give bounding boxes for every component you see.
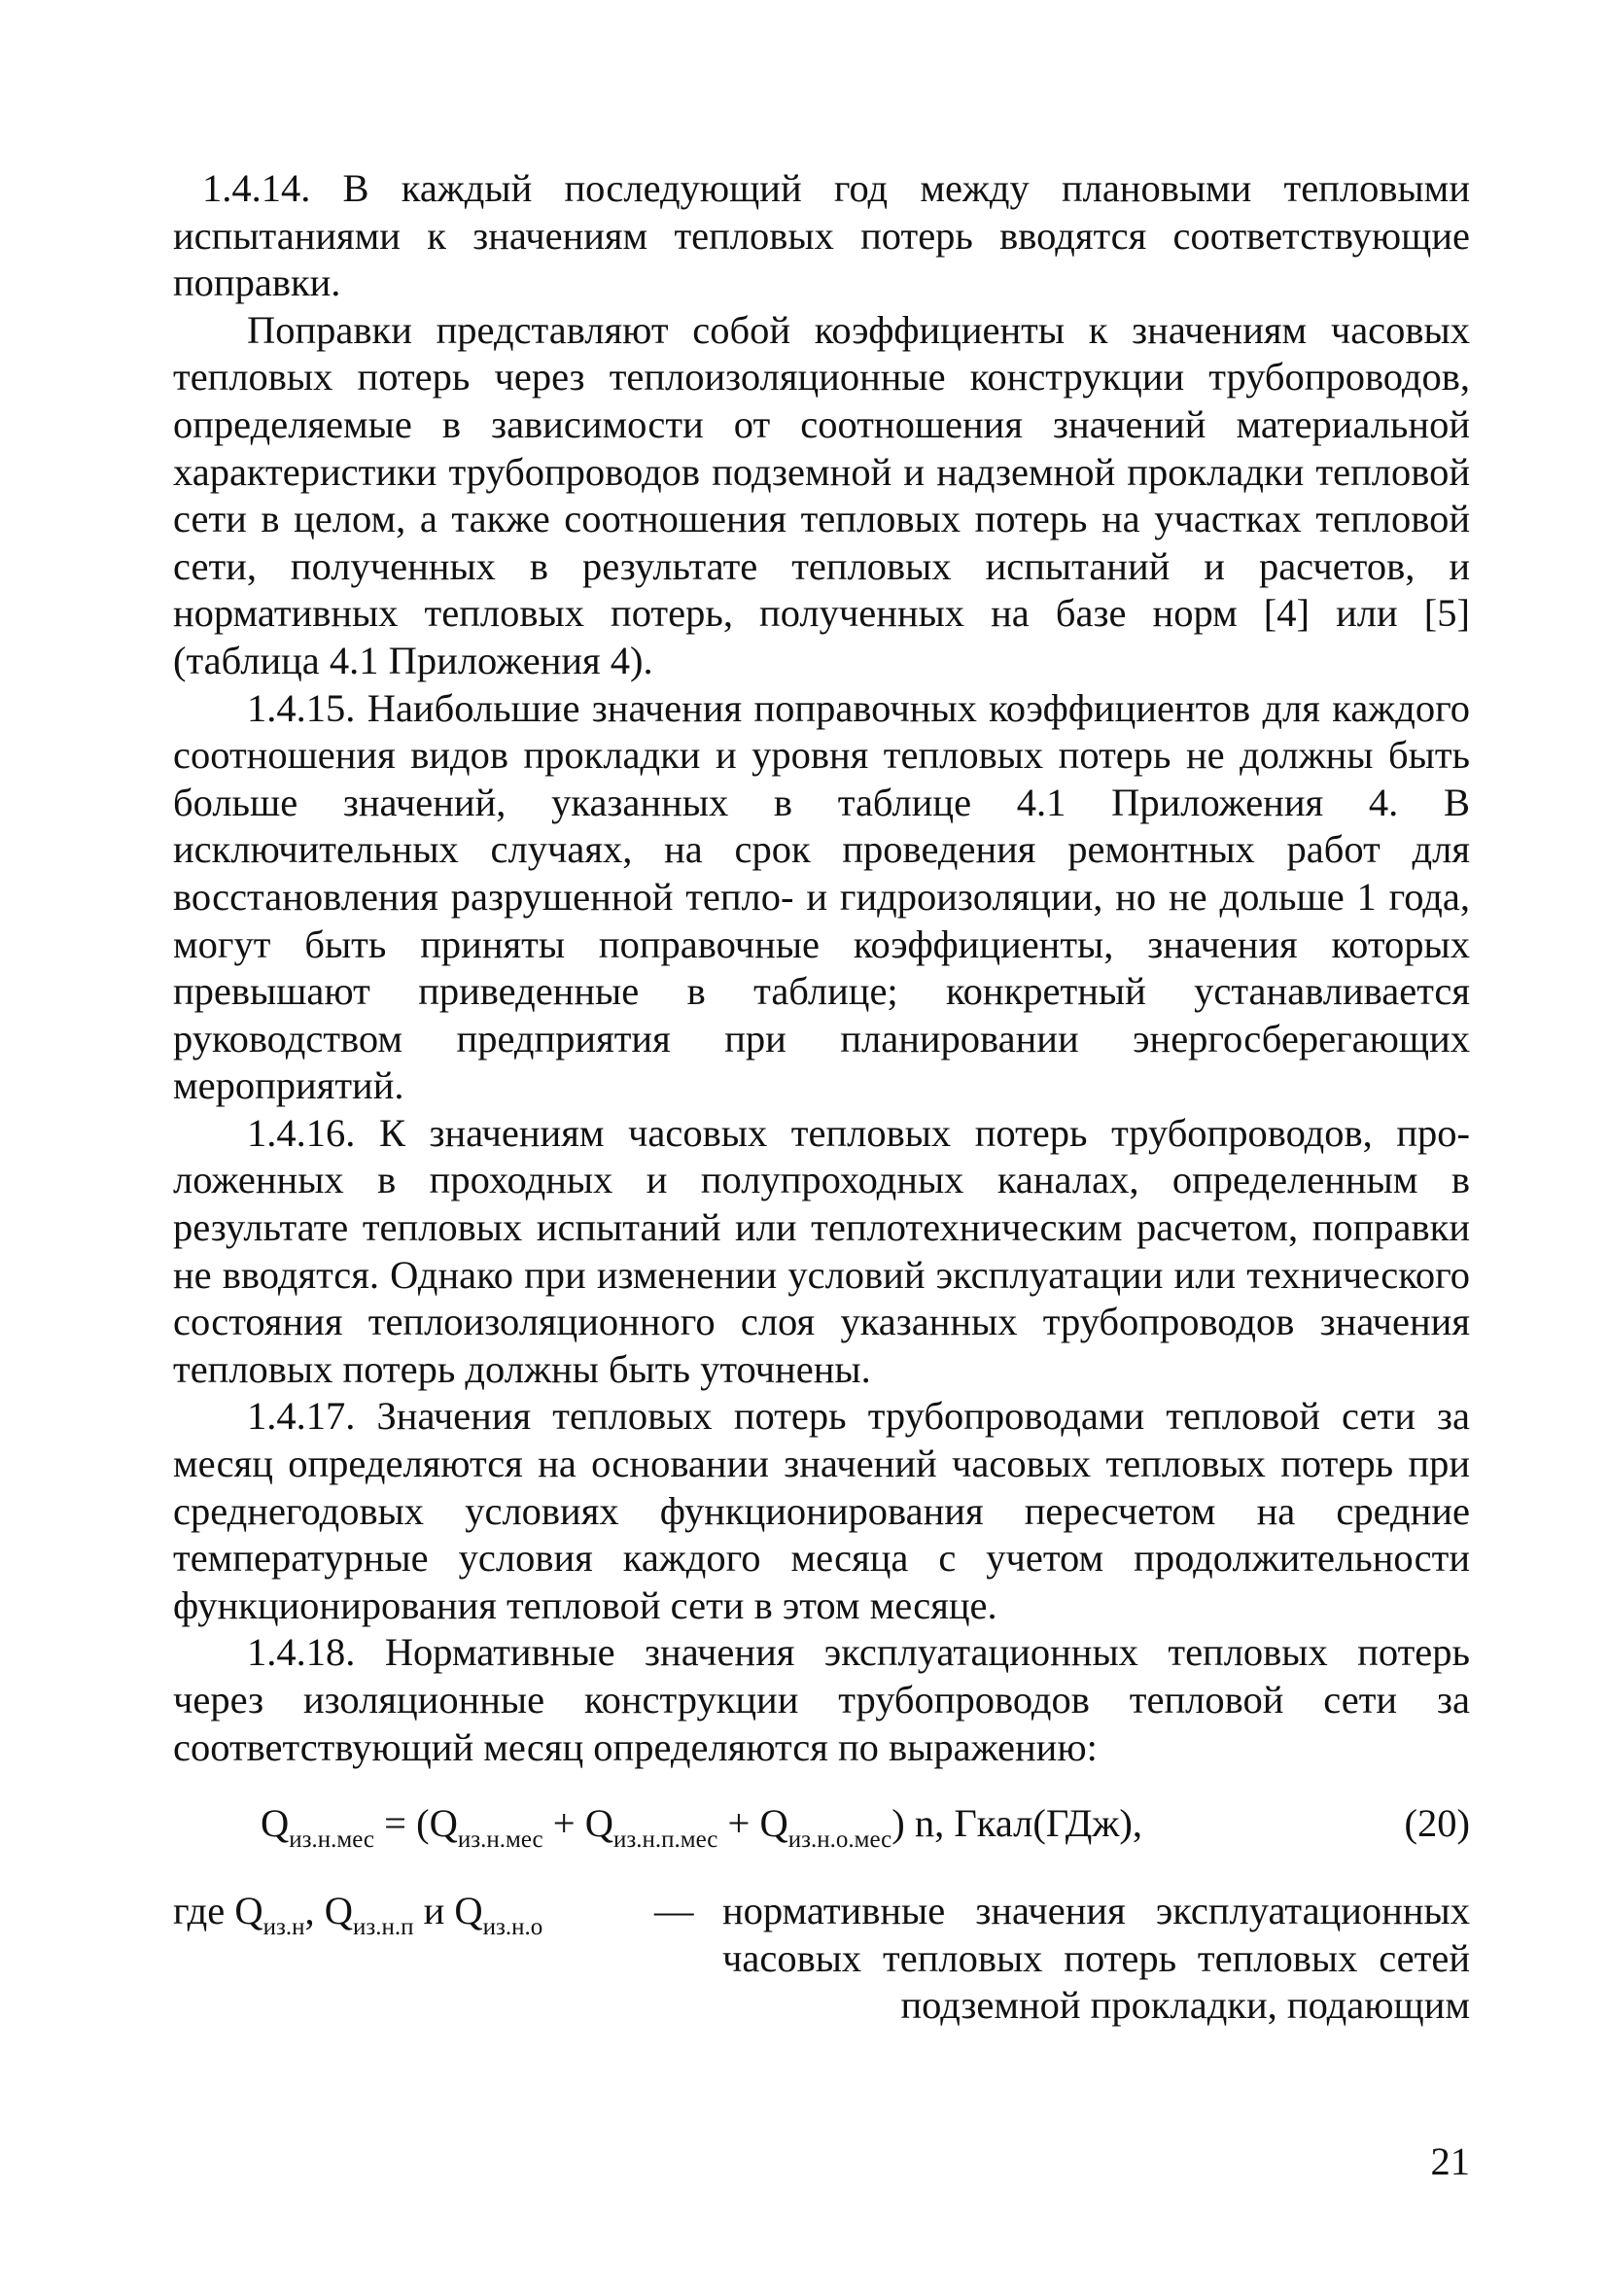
where-subscript-3: из.н.о [482,1914,543,1941]
formula-expression [261,1800,1142,1854]
formula-term2-subscript: из.н.п.мес [612,1826,718,1854]
where-symbol-1: Q [234,1889,263,1933]
paragraph-1-4-14: 1.4.14. В каждый последующий год между плановыми тепловыми испытаниями к значениям тепловых потерь вводятся соответствующие поправки. [173,166,1470,305]
paragraph-corrections-definition: Поправки представляют собой коэффициенты к значениям часовых тепловых потерь через теплоизоляционные конструкции трубопроводов, определяемые в зависимости от соотношения значений материальной характеристики трубопроводов подземной и надземной прокладки тепловой сети в целом, а также соотношения тепловых потерь на участках тепловой сети, полученных в результате тепловых испытаний и расчетов, и нормативных тепловых потерь, полученных на базе норм [4] или [5] (таблица 4.1 Приложения 4). [173,307,1470,682]
formula-plus-2: + [717,1801,760,1846]
paragraph-1-4-15: 1.4.15. Наибольшие значения поправочных коэффициентов для каждого соотношения видов прокладки и уровня тепловых потерь не должны быть больше значений, указанных в таблице 4.1 Приложения 4. В исключительных случаях, на срок проведения ремонтных работ для восстановления разрушенной тепло- и гидроизоляции, но не дольше 1 года, могут быть приняты поправочные коэффициенты, значения которых превышают приведенные в таблице; конкретный устанавливается руководством предприятия при планировании энергосберегающих мероприятий. [173,685,1470,1108]
formula-term3-symbol: Q [759,1801,788,1846]
where-subscript-1: из.н [262,1914,305,1941]
paragraph-1-4-18: 1.4.18. Нормативные значения эксплуатационных тепловых потерь через изоляционные конструкции трубопроводов тепловой сети за соответствующий месяц определяются по выражению: [173,1630,1470,1769]
where-symbols [173,1888,543,1941]
where-word: где [173,1889,226,1933]
formula-equals: = ( [374,1801,430,1846]
where-symbol-2: Q [324,1889,353,1933]
formula-term2-symbol: Q [584,1801,613,1846]
where-conjunction: и [413,1889,455,1933]
formula-plus-1: + [542,1801,585,1846]
paragraph-1-4-16: 1.4.16. К значениям часовых тепловых потерь трубопроводов, проложенных в проходных и полупроходных каналах, определенным в результате тепловых испытаний или теплотехническим расчетом, поправки не вводятся. Однако при изменении условий эксплуатации или технического состояния теплоизоляционного слоя указанных трубопроводов значения тепловых потерь должны быть уточнены. [173,1110,1470,1391]
formula-term1-subscript: из.н.мес [457,1826,543,1854]
page-body [173,165,1470,2034]
formula-lhs-subscript: из.н.мес [289,1826,375,1854]
where-definition: нормативные значения эксплуатационных часовых тепловых потерь тепловых сетей подземной прокладки, подающим [722,1889,1470,2028]
equation-number: (20) [1404,1801,1470,1846]
where-clause [173,1888,1470,2034]
where-symbol-3: Q [454,1889,483,1933]
formula-tail: ) n, Гкал(ГДж), [891,1801,1142,1846]
paragraph-1-4-17: 1.4.17. Значения тепловых потерь трубопроводами тепловой сети за месяц определяются на основании значений часовых тепловых потерь при среднегодовых условиях функционирования пересчетом на средние температурные условия каждого месяца с учетом продолжительности функционирования тепловой сети в этом месяце. [173,1394,1470,1627]
formula-term3-subscript: из.н.о.мес [787,1826,892,1854]
where-subscript-2: из.н.п [352,1914,414,1941]
page-number: 21 [1430,2139,1470,2183]
where-comma: , [304,1889,315,1933]
formula-term1-symbol: Q [429,1801,458,1846]
formula-20 [173,1800,1470,1861]
formula-lhs-symbol: Q [261,1801,290,1846]
where-dash: — [654,1889,694,1933]
